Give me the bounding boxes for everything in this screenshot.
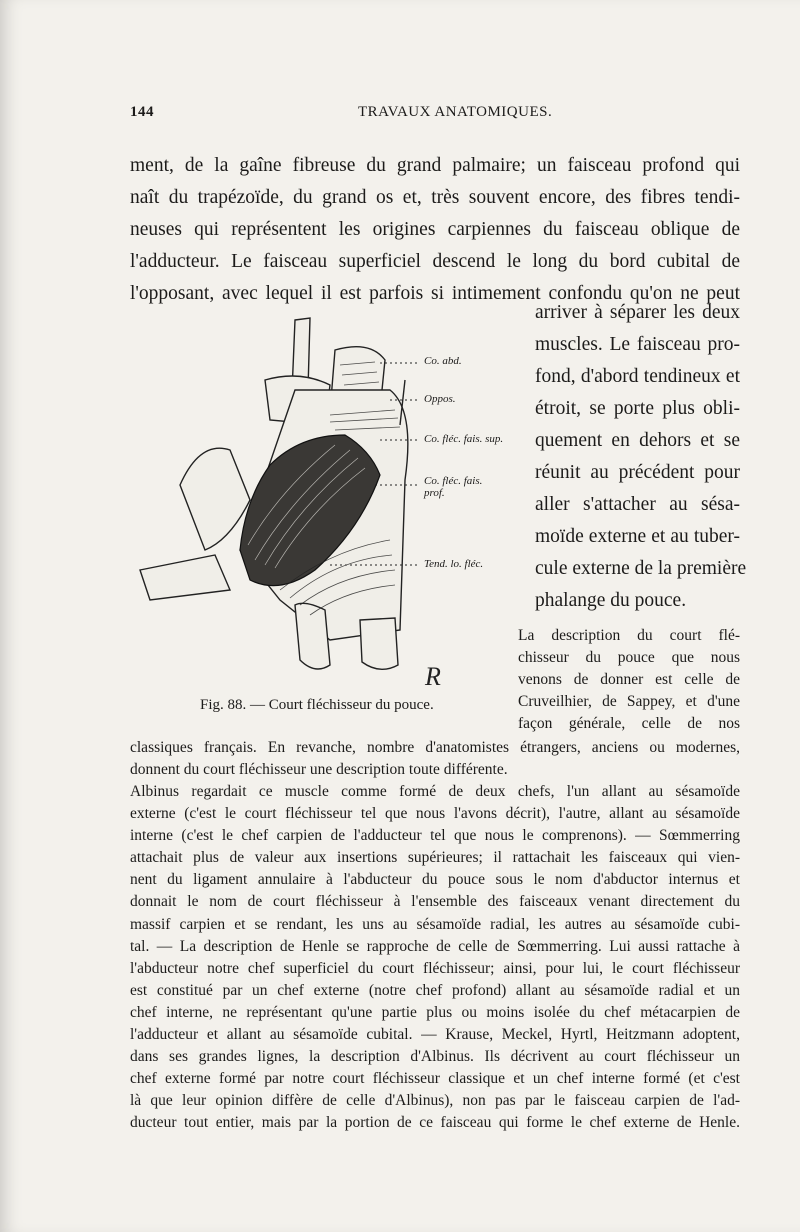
label-oppos: Oppos. xyxy=(424,393,456,405)
running-head: TRAVAUX ANATOMIQUES. xyxy=(358,104,553,120)
text-line: l'adducteur. Le faisceau superficiel descend le long du bord cubital de xyxy=(130,251,740,272)
text-line: réunit au précédent pour xyxy=(535,462,740,483)
text-line: donnait le nom de court fléchisseur à l'ensemble des faisceaux venant directement du xyxy=(130,893,740,911)
text-line: est constitué par un chef externe (notre chef profond) allant au sésamoïde radial et un xyxy=(130,981,740,999)
intro-paragraph xyxy=(130,150,740,310)
text-line: naît du trapézoïde, du grand os et, très souvent encore, des fibres tendi- xyxy=(130,187,740,208)
text-line: ducteur tout entier, mais par la portion de ce faisceau qui forme le chef externe de Henle. xyxy=(130,1114,740,1132)
figure-88 xyxy=(130,300,525,700)
text-line: cule externe de la première xyxy=(535,558,747,579)
text-line: interne (c'est le chef carpien de l'adducteur tel que nous le comprenons). — Sœmmerring xyxy=(130,827,740,845)
text-line: phalange du pouce. xyxy=(535,590,687,611)
text-line: attachait plus de valeur aux insertions supérieures; il rattachait les faisceaux qui vien- xyxy=(130,849,740,867)
text-line: La description du court flé- xyxy=(518,627,740,644)
figure-caption: Fig. 88. — Court fléchisseur du pouce. xyxy=(200,697,434,713)
svg-text:R: R xyxy=(425,662,441,691)
text-line: donnent du court fléchisseur une description toute différente. xyxy=(130,761,508,778)
hand-muscle-engraving xyxy=(130,300,525,700)
text-line: arriver à séparer les deux xyxy=(535,302,740,323)
text-line: muscles. Le faisceau pro- xyxy=(535,334,740,355)
albinus-paragraph xyxy=(130,781,740,1135)
text-line: venons de donner est celle de xyxy=(518,671,740,688)
text-line: étroit, se porte plus obli- xyxy=(535,398,740,419)
text-line: nent du ligament annulaire à l'abducteur du pouce sous le nom d'abductor internus et xyxy=(130,871,740,889)
text-line: Cruveilhier, de Sappey, et d'une xyxy=(518,693,740,710)
label-co-flec-sup: Co. fléc. fais. sup. xyxy=(424,433,504,445)
text-line: l'abducteur notre chef superficiel du court fléchisseur; ainsi, pour lui, le court fléchisseur xyxy=(130,959,740,977)
page-header xyxy=(130,104,740,128)
lower-paragraph xyxy=(130,737,740,781)
text-line: dans ses grandes lignes, la description d'Albinus. Ils décrivent au court fléchisseur un xyxy=(130,1048,740,1066)
text-line: chef interne, ne représentant qu'une partie plus ou moins isolée du chef métacarpien de xyxy=(130,1003,740,1021)
side-paragraph xyxy=(535,297,747,617)
text-line: là que leur opinion diffère de celle d'Albinus), non pas par le faisceau carpien de l'ad- xyxy=(130,1092,740,1110)
text-line: quement en dehors et se xyxy=(535,430,740,451)
engraver-monogram xyxy=(424,662,441,691)
text-line: l'opposant, avec lequel il est parfois si intimement confondu qu'on ne peut xyxy=(130,283,740,304)
page-number: 144 xyxy=(130,104,154,120)
text-line: ment, de la gaîne fibreuse du grand palmaire; un faisceau profond qui xyxy=(130,155,740,176)
label-co-abd: Co. abd. xyxy=(424,355,462,367)
text-line: moïde externe et au tuber- xyxy=(535,526,740,547)
text-line: neuses qui représentent les origines carpiennes du faisceau oblique de xyxy=(130,219,740,240)
text-line: aller s'attacher au sésa- xyxy=(535,494,740,515)
text-line: façon générale, celle de nos xyxy=(518,715,740,732)
label-tend-lo-flec: Tend. lo. fléc. xyxy=(424,558,484,570)
text-line: Albinus regardait ce muscle comme formé de deux chefs, l'un allant au sésamoïde xyxy=(130,783,740,800)
text-line: externe (c'est le court fléchisseur tel que nous l'avons décrit), l'autre, allant au sésamoïde xyxy=(130,805,740,823)
label-co-flec-prof: Co. fléc. fais. prof. xyxy=(424,475,483,499)
text-line: fond, d'abord tendineux et xyxy=(535,366,740,387)
text-line: massif carpien et se rendant, les uns au sésamoïde radial, les autres au sésamoïde cubi- xyxy=(130,915,740,933)
text-line: tal. — La description de Henle se rapproche de celle de Sœmmerring. Lui aussi rattache à xyxy=(130,937,740,955)
text-line: classiques français. En revanche, nombre d'anatomistes étrangers, anciens ou modernes, xyxy=(130,739,740,756)
side-small-paragraph xyxy=(518,625,740,735)
text-line: l'adducteur et allant au sésamoïde cubital. — Krause, Meckel, Hyrtl, Heitzmann adoptent, xyxy=(130,1026,740,1044)
text-line: chisseur du pouce que nous xyxy=(518,649,740,666)
text-line: chef externe formé par notre court fléchisseur classique et un chef interne formé (et c'est xyxy=(130,1070,740,1088)
